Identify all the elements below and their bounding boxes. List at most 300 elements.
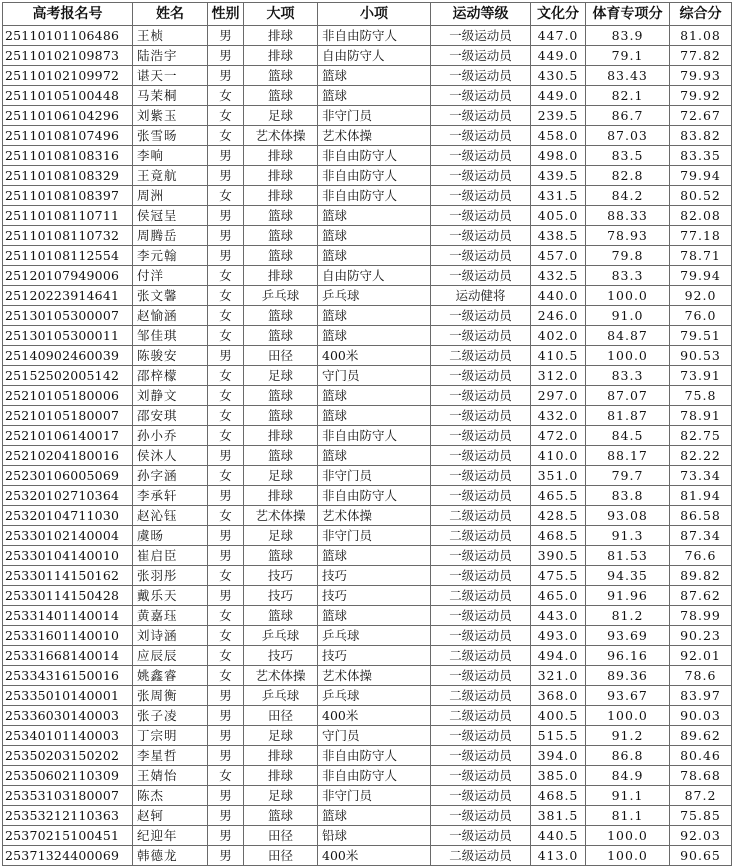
cell-registration-number[interactable]: 25130105300011 [3, 326, 133, 346]
cell-culture-score[interactable]: 465.0 [531, 586, 586, 606]
cell-sport-score[interactable]: 79.7 [586, 466, 670, 486]
cell-sport-score[interactable]: 81.2 [586, 606, 670, 626]
cell-name[interactable]: 姚鑫睿 [133, 666, 208, 686]
cell-culture-score[interactable]: 381.5 [531, 806, 586, 826]
cell-name[interactable]: 王桢 [133, 26, 208, 46]
cell-sport-category[interactable]: 乒乓球 [244, 286, 318, 306]
cell-sport-event[interactable]: 400米 [318, 846, 431, 866]
cell-culture-score[interactable]: 438.5 [531, 226, 586, 246]
cell-athlete-level[interactable]: 二级运动员 [431, 586, 531, 606]
cell-sport-score[interactable]: 91.3 [586, 526, 670, 546]
cell-sport-category[interactable]: 篮球 [244, 306, 318, 326]
cell-gender[interactable]: 男 [208, 226, 244, 246]
cell-name[interactable]: 周腾岳 [133, 226, 208, 246]
cell-sport-score[interactable]: 93.69 [586, 626, 670, 646]
cell-sport-event[interactable]: 艺术体操 [318, 506, 431, 526]
header-sport-category[interactable]: 大项 [244, 3, 318, 26]
cell-gender[interactable]: 男 [208, 726, 244, 746]
cell-total-score[interactable]: 78.6 [670, 666, 732, 686]
cell-culture-score[interactable]: 394.0 [531, 746, 586, 766]
cell-total-score[interactable]: 73.91 [670, 366, 732, 386]
cell-sport-category[interactable]: 排球 [244, 266, 318, 286]
header-culture-score[interactable]: 文化分 [531, 3, 586, 26]
cell-gender[interactable]: 男 [208, 546, 244, 566]
cell-culture-score[interactable]: 321.0 [531, 666, 586, 686]
cell-gender[interactable]: 男 [208, 686, 244, 706]
cell-gender[interactable]: 男 [208, 806, 244, 826]
cell-registration-number[interactable]: 25330114150162 [3, 566, 133, 586]
cell-sport-score[interactable]: 78.93 [586, 226, 670, 246]
cell-total-score[interactable]: 87.62 [670, 586, 732, 606]
cell-total-score[interactable]: 76.6 [670, 546, 732, 566]
cell-gender[interactable]: 男 [208, 46, 244, 66]
cell-sport-event[interactable]: 篮球 [318, 86, 431, 106]
cell-gender[interactable]: 男 [208, 26, 244, 46]
cell-sport-category[interactable]: 篮球 [244, 386, 318, 406]
cell-sport-score[interactable]: 100.0 [586, 706, 670, 726]
cell-total-score[interactable]: 89.82 [670, 566, 732, 586]
cell-culture-score[interactable]: 443.0 [531, 606, 586, 626]
cell-culture-score[interactable]: 246.0 [531, 306, 586, 326]
cell-sport-score[interactable]: 87.03 [586, 126, 670, 146]
cell-athlete-level[interactable]: 一级运动员 [431, 186, 531, 206]
cell-gender[interactable]: 男 [208, 66, 244, 86]
cell-athlete-level[interactable]: 一级运动员 [431, 806, 531, 826]
cell-sport-event[interactable]: 篮球 [318, 326, 431, 346]
cell-sport-score[interactable]: 87.07 [586, 386, 670, 406]
cell-total-score[interactable]: 78.91 [670, 406, 732, 426]
cell-sport-score[interactable]: 82.8 [586, 166, 670, 186]
cell-athlete-level[interactable]: 一级运动员 [431, 126, 531, 146]
cell-name[interactable]: 张雪旸 [133, 126, 208, 146]
cell-culture-score[interactable]: 351.0 [531, 466, 586, 486]
cell-total-score[interactable]: 75.85 [670, 806, 732, 826]
cell-registration-number[interactable]: 25370215100451 [3, 826, 133, 846]
cell-total-score[interactable]: 90.03 [670, 706, 732, 726]
cell-sport-category[interactable]: 排球 [244, 486, 318, 506]
cell-culture-score[interactable]: 312.0 [531, 366, 586, 386]
cell-registration-number[interactable]: 25110108108397 [3, 186, 133, 206]
cell-sport-event[interactable]: 非自由防守人 [318, 486, 431, 506]
cell-culture-score[interactable]: 458.0 [531, 126, 586, 146]
cell-name[interactable]: 周洲 [133, 186, 208, 206]
cell-name[interactable]: 付洋 [133, 266, 208, 286]
cell-sport-event[interactable]: 篮球 [318, 386, 431, 406]
cell-name[interactable]: 崔启臣 [133, 546, 208, 566]
cell-total-score[interactable]: 79.92 [670, 86, 732, 106]
cell-name[interactable]: 刘紫玉 [133, 106, 208, 126]
cell-sport-event[interactable]: 非自由防守人 [318, 26, 431, 46]
cell-sport-category[interactable]: 田径 [244, 826, 318, 846]
cell-athlete-level[interactable]: 二级运动员 [431, 346, 531, 366]
cell-sport-event[interactable]: 非自由防守人 [318, 186, 431, 206]
cell-sport-category[interactable]: 篮球 [244, 326, 318, 346]
cell-registration-number[interactable]: 25340101140003 [3, 726, 133, 746]
cell-culture-score[interactable]: 440.5 [531, 826, 586, 846]
cell-sport-category[interactable]: 田径 [244, 846, 318, 866]
cell-registration-number[interactable]: 25120223914641 [3, 286, 133, 306]
cell-sport-score[interactable]: 83.43 [586, 66, 670, 86]
header-sport-score[interactable]: 体育专项分 [586, 3, 670, 26]
cell-culture-score[interactable]: 498.0 [531, 146, 586, 166]
cell-sport-event[interactable]: 守门员 [318, 726, 431, 746]
cell-name[interactable]: 李承轩 [133, 486, 208, 506]
cell-culture-score[interactable]: 449.0 [531, 86, 586, 106]
cell-sport-category[interactable]: 篮球 [244, 806, 318, 826]
cell-total-score[interactable]: 92.03 [670, 826, 732, 846]
cell-total-score[interactable]: 90.65 [670, 846, 732, 866]
cell-sport-score[interactable]: 88.17 [586, 446, 670, 466]
cell-gender[interactable]: 女 [208, 426, 244, 446]
cell-registration-number[interactable]: 25210105180006 [3, 386, 133, 406]
cell-gender[interactable]: 女 [208, 106, 244, 126]
cell-name[interactable]: 李元翰 [133, 246, 208, 266]
cell-sport-score[interactable]: 91.96 [586, 586, 670, 606]
cell-athlete-level[interactable]: 一级运动员 [431, 606, 531, 626]
cell-registration-number[interactable]: 25353212110363 [3, 806, 133, 826]
cell-total-score[interactable]: 89.62 [670, 726, 732, 746]
cell-athlete-level[interactable]: 一级运动员 [431, 26, 531, 46]
cell-athlete-level[interactable]: 一级运动员 [431, 46, 531, 66]
cell-gender[interactable]: 男 [208, 586, 244, 606]
cell-registration-number[interactable]: 25152502005142 [3, 366, 133, 386]
cell-sport-category[interactable]: 篮球 [244, 406, 318, 426]
cell-gender[interactable]: 女 [208, 466, 244, 486]
cell-gender[interactable]: 女 [208, 326, 244, 346]
cell-name[interactable]: 戴乐天 [133, 586, 208, 606]
cell-total-score[interactable]: 78.99 [670, 606, 732, 626]
cell-total-score[interactable]: 90.23 [670, 626, 732, 646]
cell-name[interactable]: 邹佳琪 [133, 326, 208, 346]
cell-sport-category[interactable]: 足球 [244, 726, 318, 746]
cell-gender[interactable]: 男 [208, 166, 244, 186]
cell-sport-event[interactable]: 非自由防守人 [318, 426, 431, 446]
header-athlete-level[interactable]: 运动等级 [431, 3, 531, 26]
cell-registration-number[interactable]: 25331668140014 [3, 646, 133, 666]
cell-sport-event[interactable]: 非自由防守人 [318, 146, 431, 166]
cell-sport-score[interactable]: 79.8 [586, 246, 670, 266]
cell-name[interactable]: 侯冠呈 [133, 206, 208, 226]
cell-name[interactable]: 赵轲 [133, 806, 208, 826]
cell-sport-score[interactable]: 81.53 [586, 546, 670, 566]
cell-culture-score[interactable]: 475.5 [531, 566, 586, 586]
cell-sport-event[interactable]: 技巧 [318, 646, 431, 666]
cell-sport-score[interactable]: 82.1 [586, 86, 670, 106]
cell-name[interactable]: 陈骏安 [133, 346, 208, 366]
cell-sport-event[interactable]: 守门员 [318, 366, 431, 386]
cell-sport-event[interactable]: 自由防守人 [318, 46, 431, 66]
cell-sport-score[interactable]: 88.33 [586, 206, 670, 226]
cell-athlete-level[interactable]: 二级运动员 [431, 646, 531, 666]
cell-name[interactable]: 张周衡 [133, 686, 208, 706]
cell-sport-category[interactable]: 艺术体操 [244, 506, 318, 526]
cell-name[interactable]: 李响 [133, 146, 208, 166]
cell-sport-score[interactable]: 81.87 [586, 406, 670, 426]
cell-name[interactable]: 陈杰 [133, 786, 208, 806]
cell-registration-number[interactable]: 25120107949006 [3, 266, 133, 286]
cell-gender[interactable]: 女 [208, 626, 244, 646]
cell-gender[interactable]: 男 [208, 206, 244, 226]
cell-sport-score[interactable]: 100.0 [586, 286, 670, 306]
cell-sport-event[interactable]: 艺术体操 [318, 666, 431, 686]
cell-sport-score[interactable]: 84.5 [586, 426, 670, 446]
cell-sport-event[interactable]: 铅球 [318, 826, 431, 846]
cell-athlete-level[interactable]: 二级运动员 [431, 526, 531, 546]
cell-name[interactable]: 侯沐人 [133, 446, 208, 466]
cell-athlete-level[interactable]: 一级运动员 [431, 626, 531, 646]
header-total-score[interactable]: 综合分 [670, 3, 732, 26]
cell-name[interactable]: 赵愉涵 [133, 306, 208, 326]
cell-sport-category[interactable]: 篮球 [244, 226, 318, 246]
cell-gender[interactable]: 女 [208, 306, 244, 326]
cell-registration-number[interactable]: 25330114150428 [3, 586, 133, 606]
cell-name[interactable]: 谌天一 [133, 66, 208, 86]
cell-registration-number[interactable]: 25336030140003 [3, 706, 133, 726]
cell-name[interactable]: 孙字涵 [133, 466, 208, 486]
cell-total-score[interactable]: 90.53 [670, 346, 732, 366]
cell-total-score[interactable]: 82.22 [670, 446, 732, 466]
cell-athlete-level[interactable]: 一级运动员 [431, 546, 531, 566]
cell-athlete-level[interactable]: 一级运动员 [431, 246, 531, 266]
cell-registration-number[interactable]: 25320102710364 [3, 486, 133, 506]
cell-sport-score[interactable]: 93.08 [586, 506, 670, 526]
cell-registration-number[interactable]: 25130105300007 [3, 306, 133, 326]
cell-registration-number[interactable]: 25335010140001 [3, 686, 133, 706]
cell-sport-category[interactable]: 排球 [244, 766, 318, 786]
cell-sport-category[interactable]: 田径 [244, 346, 318, 366]
cell-registration-number[interactable]: 25110108108316 [3, 146, 133, 166]
cell-sport-event[interactable]: 非自由防守人 [318, 766, 431, 786]
cell-sport-event[interactable]: 自由防守人 [318, 266, 431, 286]
cell-registration-number[interactable]: 25350602110309 [3, 766, 133, 786]
cell-registration-number[interactable]: 25331401140014 [3, 606, 133, 626]
cell-name[interactable]: 张羽彤 [133, 566, 208, 586]
cell-registration-number[interactable]: 25371324400069 [3, 846, 133, 866]
cell-total-score[interactable]: 78.71 [670, 246, 732, 266]
cell-sport-event[interactable]: 乒乓球 [318, 686, 431, 706]
cell-sport-event[interactable]: 400米 [318, 346, 431, 366]
cell-sport-score[interactable]: 91.1 [586, 786, 670, 806]
cell-gender[interactable]: 女 [208, 266, 244, 286]
cell-athlete-level[interactable]: 一级运动员 [431, 106, 531, 126]
cell-culture-score[interactable]: 431.5 [531, 186, 586, 206]
cell-registration-number[interactable]: 25110108107496 [3, 126, 133, 146]
cell-sport-category[interactable]: 足球 [244, 526, 318, 546]
cell-sport-score[interactable]: 83.5 [586, 146, 670, 166]
cell-culture-score[interactable]: 468.5 [531, 786, 586, 806]
cell-sport-score[interactable]: 100.0 [586, 846, 670, 866]
cell-athlete-level[interactable]: 一级运动员 [431, 66, 531, 86]
cell-total-score[interactable]: 78.68 [670, 766, 732, 786]
cell-sport-category[interactable]: 排球 [244, 26, 318, 46]
cell-sport-category[interactable]: 足球 [244, 466, 318, 486]
cell-sport-event[interactable]: 篮球 [318, 406, 431, 426]
cell-total-score[interactable]: 87.34 [670, 526, 732, 546]
cell-athlete-level[interactable]: 一级运动员 [431, 666, 531, 686]
cell-total-score[interactable]: 77.18 [670, 226, 732, 246]
cell-total-score[interactable]: 92.0 [670, 286, 732, 306]
cell-total-score[interactable]: 83.82 [670, 126, 732, 146]
cell-gender[interactable]: 男 [208, 526, 244, 546]
cell-athlete-level[interactable]: 一级运动员 [431, 86, 531, 106]
cell-culture-score[interactable]: 449.0 [531, 46, 586, 66]
cell-sport-category[interactable]: 排球 [244, 746, 318, 766]
cell-total-score[interactable]: 87.2 [670, 786, 732, 806]
cell-sport-score[interactable]: 84.2 [586, 186, 670, 206]
cell-athlete-level[interactable]: 一级运动员 [431, 266, 531, 286]
cell-total-score[interactable]: 83.97 [670, 686, 732, 706]
cell-name[interactable]: 刘诗涵 [133, 626, 208, 646]
cell-sport-score[interactable]: 84.87 [586, 326, 670, 346]
cell-sport-category[interactable]: 篮球 [244, 66, 318, 86]
cell-sport-category[interactable]: 技巧 [244, 646, 318, 666]
cell-sport-event[interactable]: 非守门员 [318, 466, 431, 486]
cell-sport-category[interactable]: 排球 [244, 186, 318, 206]
cell-sport-event[interactable]: 乒乓球 [318, 286, 431, 306]
cell-name[interactable]: 张子凌 [133, 706, 208, 726]
cell-sport-event[interactable]: 400米 [318, 706, 431, 726]
cell-sport-event[interactable]: 乒乓球 [318, 626, 431, 646]
cell-sport-category[interactable]: 艺术体操 [244, 126, 318, 146]
cell-sport-category[interactable]: 排球 [244, 166, 318, 186]
cell-sport-event[interactable]: 篮球 [318, 806, 431, 826]
cell-sport-category[interactable]: 足球 [244, 106, 318, 126]
cell-sport-category[interactable]: 篮球 [244, 446, 318, 466]
cell-athlete-level[interactable]: 二级运动员 [431, 686, 531, 706]
cell-gender[interactable]: 男 [208, 846, 244, 866]
cell-athlete-level[interactable]: 运动健将 [431, 286, 531, 306]
header-name[interactable]: 姓名 [133, 3, 208, 26]
cell-culture-score[interactable]: 405.0 [531, 206, 586, 226]
cell-sport-score[interactable]: 100.0 [586, 346, 670, 366]
header-sport-event[interactable]: 小项 [318, 3, 431, 26]
cell-name[interactable]: 张文馨 [133, 286, 208, 306]
cell-sport-category[interactable]: 排球 [244, 46, 318, 66]
cell-name[interactable]: 王婧怡 [133, 766, 208, 786]
cell-name[interactable]: 丁宗明 [133, 726, 208, 746]
cell-gender[interactable]: 女 [208, 126, 244, 146]
cell-name[interactable]: 虞旸 [133, 526, 208, 546]
cell-gender[interactable]: 男 [208, 346, 244, 366]
cell-sport-event[interactable]: 非守门员 [318, 106, 431, 126]
cell-culture-score[interactable]: 440.0 [531, 286, 586, 306]
cell-culture-score[interactable]: 457.0 [531, 246, 586, 266]
cell-culture-score[interactable]: 472.0 [531, 426, 586, 446]
cell-athlete-level[interactable]: 一级运动员 [431, 226, 531, 246]
cell-total-score[interactable]: 79.93 [670, 66, 732, 86]
cell-athlete-level[interactable]: 一级运动员 [431, 466, 531, 486]
cell-culture-score[interactable]: 493.0 [531, 626, 586, 646]
cell-total-score[interactable]: 80.52 [670, 186, 732, 206]
cell-registration-number[interactable]: 25110108108329 [3, 166, 133, 186]
cell-sport-event[interactable]: 篮球 [318, 546, 431, 566]
cell-sport-score[interactable]: 86.7 [586, 106, 670, 126]
cell-registration-number[interactable]: 25110102109972 [3, 66, 133, 86]
cell-gender[interactable]: 男 [208, 486, 244, 506]
cell-culture-score[interactable]: 413.0 [531, 846, 586, 866]
cell-total-score[interactable]: 92.01 [670, 646, 732, 666]
cell-gender[interactable]: 男 [208, 826, 244, 846]
cell-registration-number[interactable]: 25110106104296 [3, 106, 133, 126]
cell-gender[interactable]: 男 [208, 786, 244, 806]
cell-total-score[interactable]: 86.58 [670, 506, 732, 526]
cell-athlete-level[interactable]: 一级运动员 [431, 206, 531, 226]
cell-sport-score[interactable]: 83.3 [586, 266, 670, 286]
cell-sport-category[interactable]: 篮球 [244, 206, 318, 226]
cell-culture-score[interactable]: 410.5 [531, 346, 586, 366]
cell-athlete-level[interactable]: 一级运动员 [431, 446, 531, 466]
cell-sport-category[interactable]: 足球 [244, 786, 318, 806]
cell-athlete-level[interactable]: 一级运动员 [431, 826, 531, 846]
cell-registration-number[interactable]: 25230106005069 [3, 466, 133, 486]
cell-gender[interactable]: 女 [208, 286, 244, 306]
cell-sport-event[interactable]: 技巧 [318, 586, 431, 606]
cell-sport-category[interactable]: 足球 [244, 366, 318, 386]
cell-sport-score[interactable]: 86.8 [586, 746, 670, 766]
cell-athlete-level[interactable]: 一级运动员 [431, 486, 531, 506]
cell-culture-score[interactable]: 368.0 [531, 686, 586, 706]
cell-sport-category[interactable]: 田径 [244, 706, 318, 726]
cell-gender[interactable]: 女 [208, 766, 244, 786]
cell-culture-score[interactable]: 400.5 [531, 706, 586, 726]
cell-athlete-level[interactable]: 二级运动员 [431, 846, 531, 866]
cell-gender[interactable]: 男 [208, 746, 244, 766]
cell-culture-score[interactable]: 297.0 [531, 386, 586, 406]
cell-athlete-level[interactable]: 二级运动员 [431, 506, 531, 526]
cell-total-score[interactable]: 75.8 [670, 386, 732, 406]
cell-registration-number[interactable]: 25210204180016 [3, 446, 133, 466]
cell-sport-event[interactable]: 篮球 [318, 306, 431, 326]
cell-gender[interactable]: 女 [208, 566, 244, 586]
cell-gender[interactable]: 女 [208, 666, 244, 686]
cell-athlete-level[interactable]: 一级运动员 [431, 366, 531, 386]
cell-sport-category[interactable]: 排球 [244, 426, 318, 446]
cell-culture-score[interactable]: 447.0 [531, 26, 586, 46]
cell-athlete-level[interactable]: 一级运动员 [431, 406, 531, 426]
cell-culture-score[interactable]: 385.0 [531, 766, 586, 786]
cell-sport-score[interactable]: 100.0 [586, 826, 670, 846]
cell-total-score[interactable]: 72.67 [670, 106, 732, 126]
cell-registration-number[interactable]: 25110102109873 [3, 46, 133, 66]
cell-athlete-level[interactable]: 一级运动员 [431, 566, 531, 586]
cell-sport-score[interactable]: 94.35 [586, 566, 670, 586]
cell-total-score[interactable]: 79.94 [670, 266, 732, 286]
cell-name[interactable]: 邵安琪 [133, 406, 208, 426]
cell-sport-score[interactable]: 91.0 [586, 306, 670, 326]
cell-sport-score[interactable]: 84.9 [586, 766, 670, 786]
cell-gender[interactable]: 女 [208, 406, 244, 426]
cell-athlete-level[interactable]: 一级运动员 [431, 166, 531, 186]
cell-sport-score[interactable]: 89.36 [586, 666, 670, 686]
cell-sport-event[interactable]: 篮球 [318, 606, 431, 626]
cell-sport-event[interactable]: 篮球 [318, 246, 431, 266]
cell-sport-score[interactable]: 83.3 [586, 366, 670, 386]
cell-athlete-level[interactable]: 一级运动员 [431, 146, 531, 166]
cell-registration-number[interactable]: 25331601140010 [3, 626, 133, 646]
cell-culture-score[interactable]: 428.5 [531, 506, 586, 526]
cell-total-score[interactable]: 83.35 [670, 146, 732, 166]
cell-culture-score[interactable]: 465.5 [531, 486, 586, 506]
cell-sport-event[interactable]: 篮球 [318, 226, 431, 246]
cell-culture-score[interactable]: 410.0 [531, 446, 586, 466]
cell-sport-category[interactable]: 艺术体操 [244, 666, 318, 686]
cell-sport-category[interactable]: 乒乓球 [244, 686, 318, 706]
cell-registration-number[interactable]: 25210105180007 [3, 406, 133, 426]
cell-culture-score[interactable]: 468.5 [531, 526, 586, 546]
cell-name[interactable]: 纪迎年 [133, 826, 208, 846]
cell-name[interactable]: 王竟航 [133, 166, 208, 186]
cell-athlete-level[interactable]: 一级运动员 [431, 386, 531, 406]
